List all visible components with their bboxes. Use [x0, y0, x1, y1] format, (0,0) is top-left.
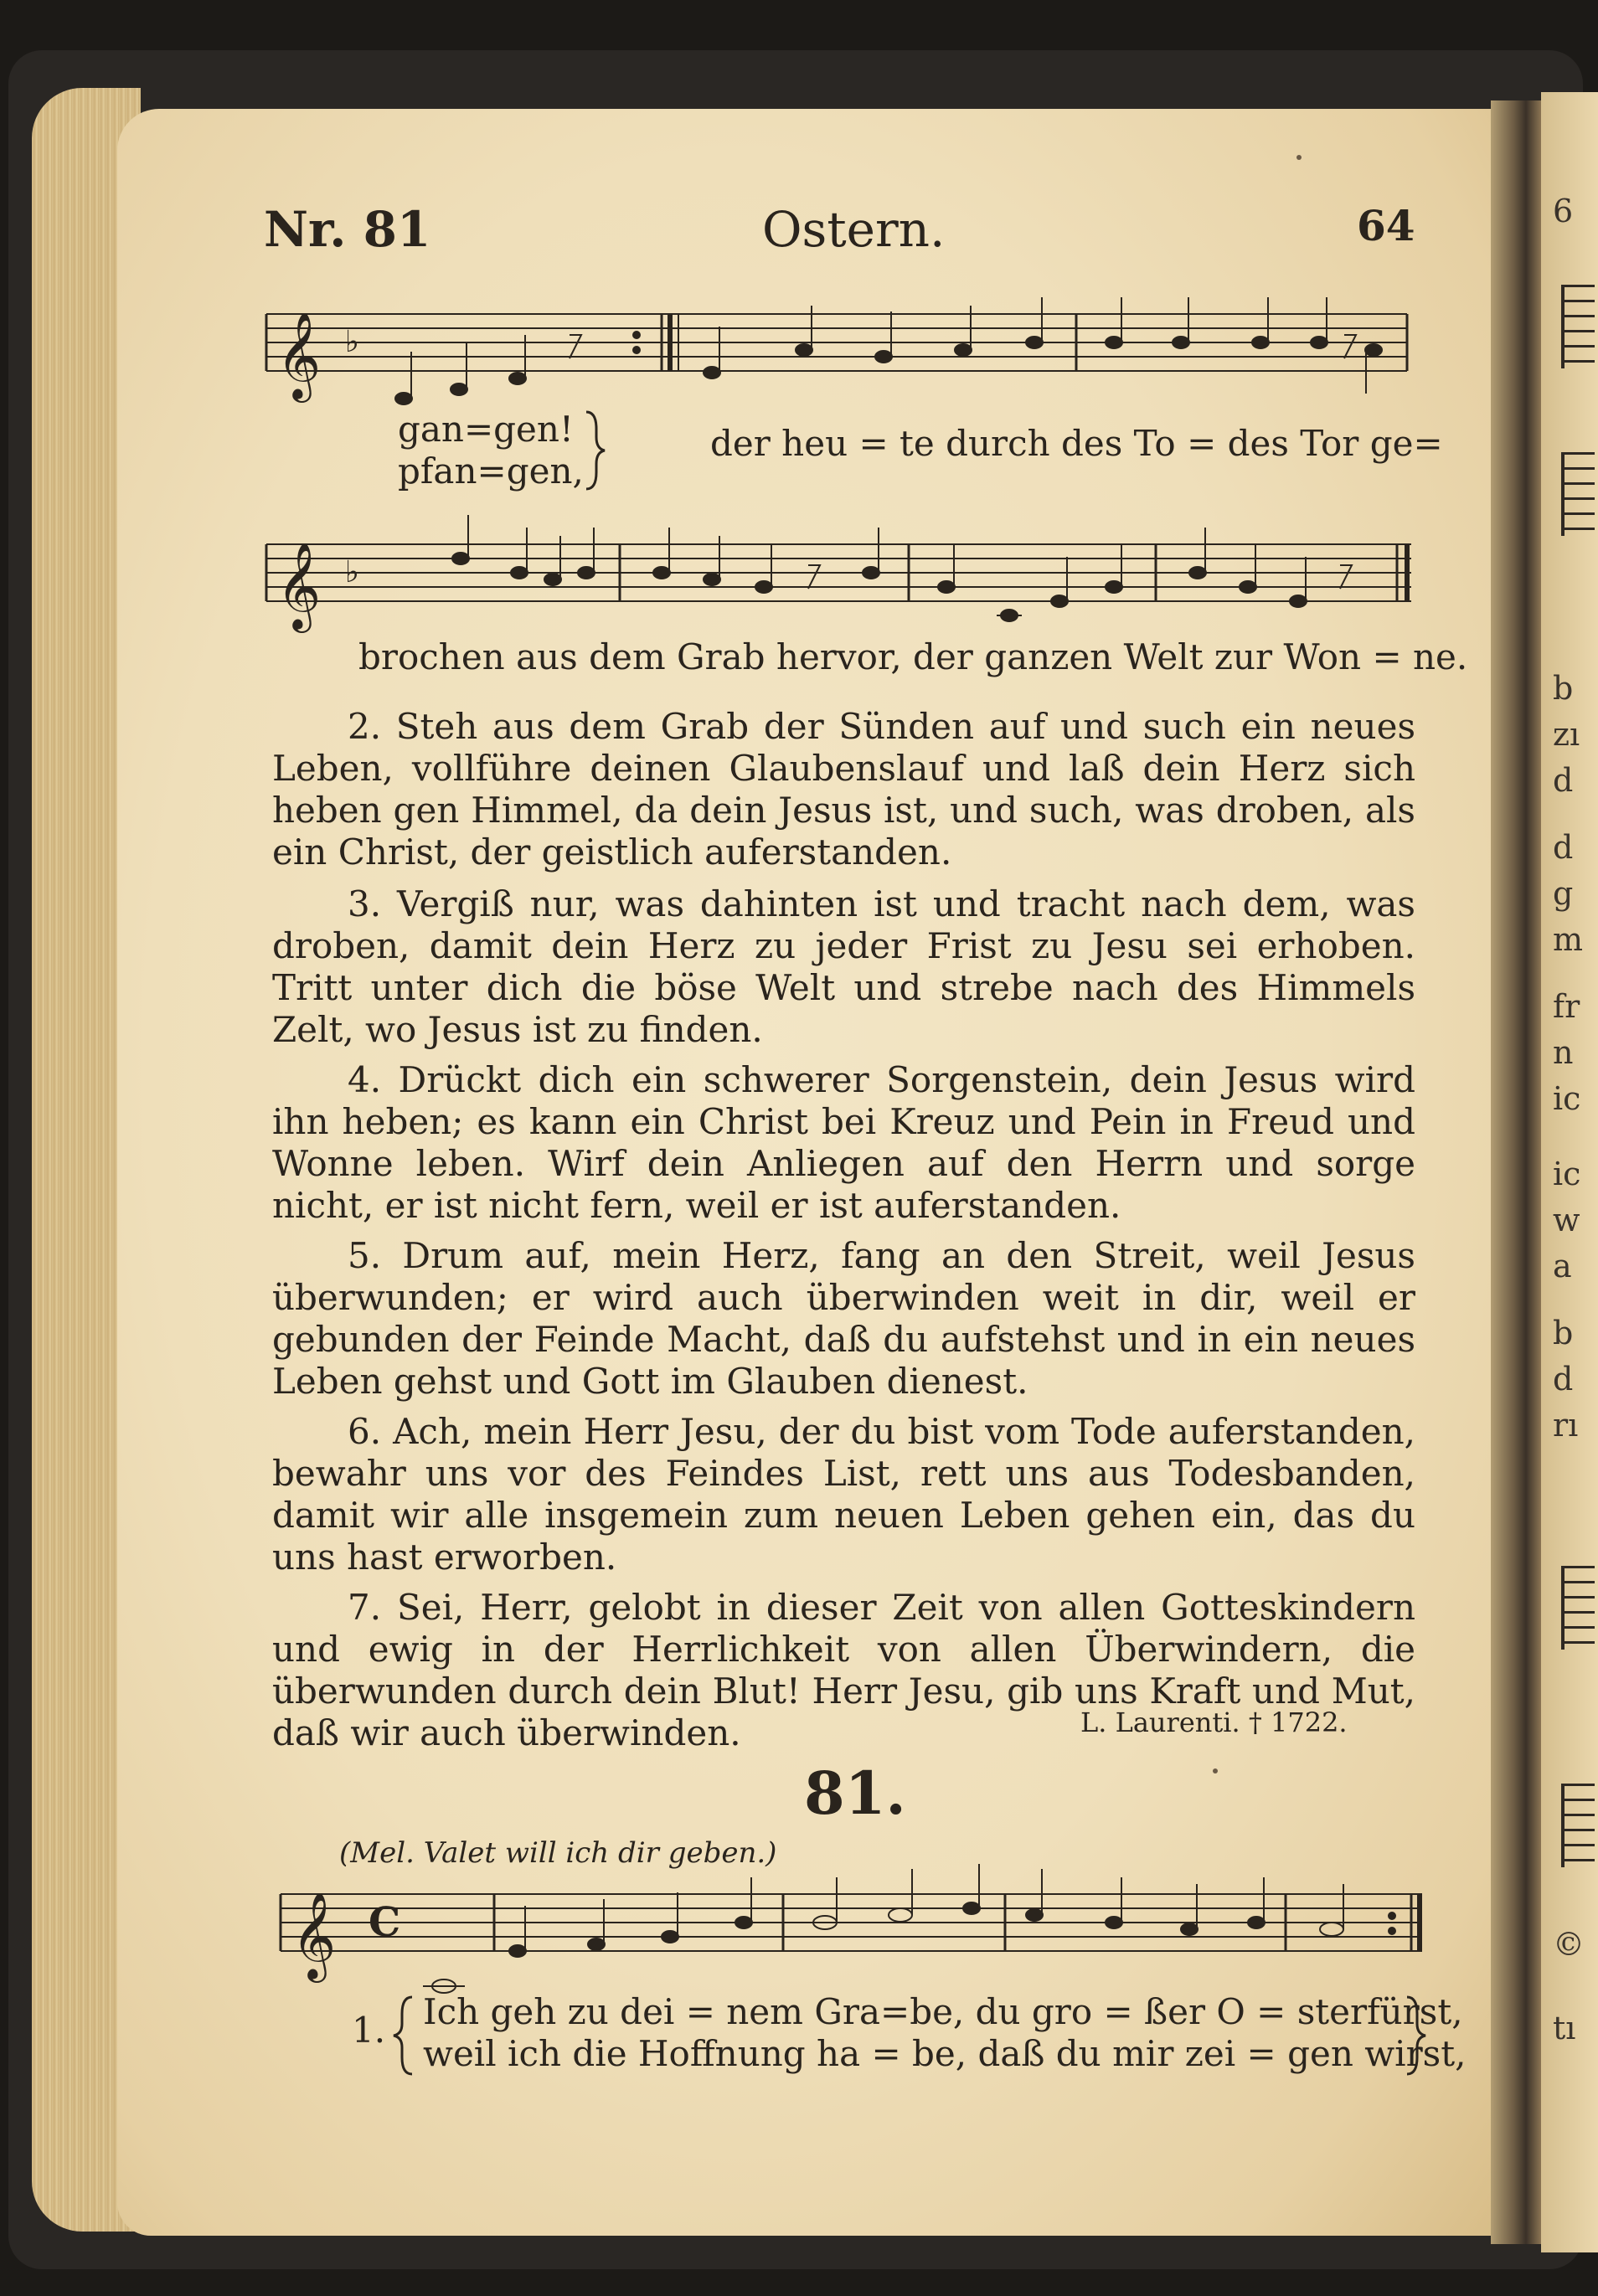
svg-text:𝄞: 𝄞: [291, 1892, 337, 1979]
next-page-fragment: ic: [1553, 1156, 1581, 1192]
hymn81-lyric-line1: Ich geh zu dei = nem Gra=be, du gro = ßer O = sterfürst,: [423, 1991, 1463, 2032]
verse-number: 5.: [348, 1235, 382, 1276]
next-page-fragment: d: [1553, 829, 1574, 866]
verse-number: 7.: [348, 1587, 382, 1628]
hymn-number-header: Nr. 81: [264, 201, 431, 258]
svg-text:♭: ♭: [345, 325, 359, 359]
svg-text:𝄞: 𝄞: [276, 542, 322, 630]
svg-text:♭: ♭: [345, 555, 359, 589]
verse-number: 6.: [348, 1411, 382, 1452]
next-page-fragment: b: [1553, 1315, 1574, 1351]
verse-number: 3.: [348, 883, 382, 924]
verse-text: Ach, mein Herr Jesu, der du bist vom Tode auferstanden, bewahr uns vor des Feindes List, rett uns aus Todesbanden, damit wir alle insgemein zum neuen Leben gehen ein, das du uns hast erworben.: [272, 1411, 1415, 1578]
next-page-fragment: g: [1553, 875, 1574, 912]
next-page-fragment: tı: [1553, 2010, 1576, 2046]
verse-text: Drum auf, mein Herz, fang an den Streit, weil Jesus überwunden; er wird auch überwinden weit in dir, weil er gebunden der Feinde Macht, daß du aufstehst und in ein neues Leben gehst und Gott im Glauben dienest.: [272, 1235, 1415, 1402]
next-page-fragment: ic: [1553, 1080, 1581, 1117]
lyric-staff1-left-line1: gan=gen!: [398, 409, 574, 450]
verse-text: Drückt dich ein schwerer Sorgenstein, dein Jesus wird ihn heben; es kann ein Christ bei Kreuz und Pein in Freud und Wonne leben. Wirf dein Anliegen auf den Herrn und sorge nicht, er ist nicht fern, weil er ist auferstanden.: [272, 1059, 1415, 1226]
next-page-fragment: 6: [1553, 193, 1574, 229]
staff-3: [281, 1864, 1422, 1993]
verse-text: Steh aus dem Grab der Sünden auf und such ein neues Leben, vollführe deinen Glaubenslauf und laß dein Herz sich heben gen Himmel, da dein Jesus ist, und such, was droben, als ein Christ, der geistlich auferstanden.: [272, 706, 1415, 873]
verse-number-1: 1.: [352, 2010, 386, 2051]
svg-text:C: C: [369, 1899, 401, 1946]
next-page-fragment: d: [1553, 1361, 1574, 1398]
verse-2: [272, 706, 1415, 873]
next-page-fragment: ©: [1553, 1926, 1585, 1963]
lyric-staff1-main: der heu = te durch des To = des Tor ge=: [710, 423, 1443, 464]
svg-text:𝄞: 𝄞: [276, 311, 322, 399]
verse-text: Sei, Herr, gelobt in dieser Zeit von allen Gotteskindern und ewig in der Herrlichkeit von allen Überwindern, die überwunden durch dein Blut! Herr Jesu, gib uns Kraft und Mut, daß wir auch überwinden.: [272, 1587, 1415, 1753]
lyric-staff2: brochen aus dem Grab hervor, der ganzen Welt zur Won = ne.: [358, 636, 1468, 677]
verse-6: [272, 1411, 1415, 1578]
hymn-number: 81.: [804, 1758, 906, 1828]
verse-5: [272, 1235, 1415, 1403]
next-page-fragment: w: [1553, 1202, 1580, 1238]
next-page-fragment: a: [1553, 1248, 1572, 1284]
next-page-fragment: m: [1553, 921, 1584, 958]
verse-text: Vergiß nur, was dahinten ist und tracht nach dem, was droben, damit dein Herz zu jeder Frist zu Jesu sei erhoben. Tritt unter dich die böse Welt und strebe nach des Himmels Zelt, wo Jesus ist zu finden.: [272, 883, 1415, 1050]
next-page-fragment: b: [1553, 670, 1574, 707]
verse-3: [272, 883, 1415, 1051]
next-page-fragment: fr: [1553, 988, 1580, 1025]
staff-2: [266, 515, 1411, 633]
melody-note: (Mel. Valet will ich dir geben.): [339, 1836, 777, 1870]
next-page-fragment: rı: [1553, 1407, 1579, 1444]
print-speck: [1213, 1768, 1218, 1773]
verse-4: [272, 1059, 1415, 1227]
hymn81-lyric-line2: weil ich die Hoffnung ha = be, daß du mir zei = gen wirst,: [423, 2033, 1467, 2074]
staff-1: [266, 297, 1407, 404]
page-number: 64: [1357, 201, 1415, 250]
next-page-fragment: n: [1553, 1034, 1574, 1071]
next-page-fragment: d: [1553, 762, 1574, 799]
section-title: Ostern.: [762, 201, 946, 258]
lyric-staff1-left-line2: pfan=gen,: [398, 450, 584, 492]
author-credit: L. Laurenti. † 1722.: [1080, 1707, 1348, 1738]
next-page-fragment: zı: [1553, 716, 1580, 753]
verse-number: 2.: [348, 706, 382, 747]
verse-number: 4.: [348, 1059, 382, 1100]
